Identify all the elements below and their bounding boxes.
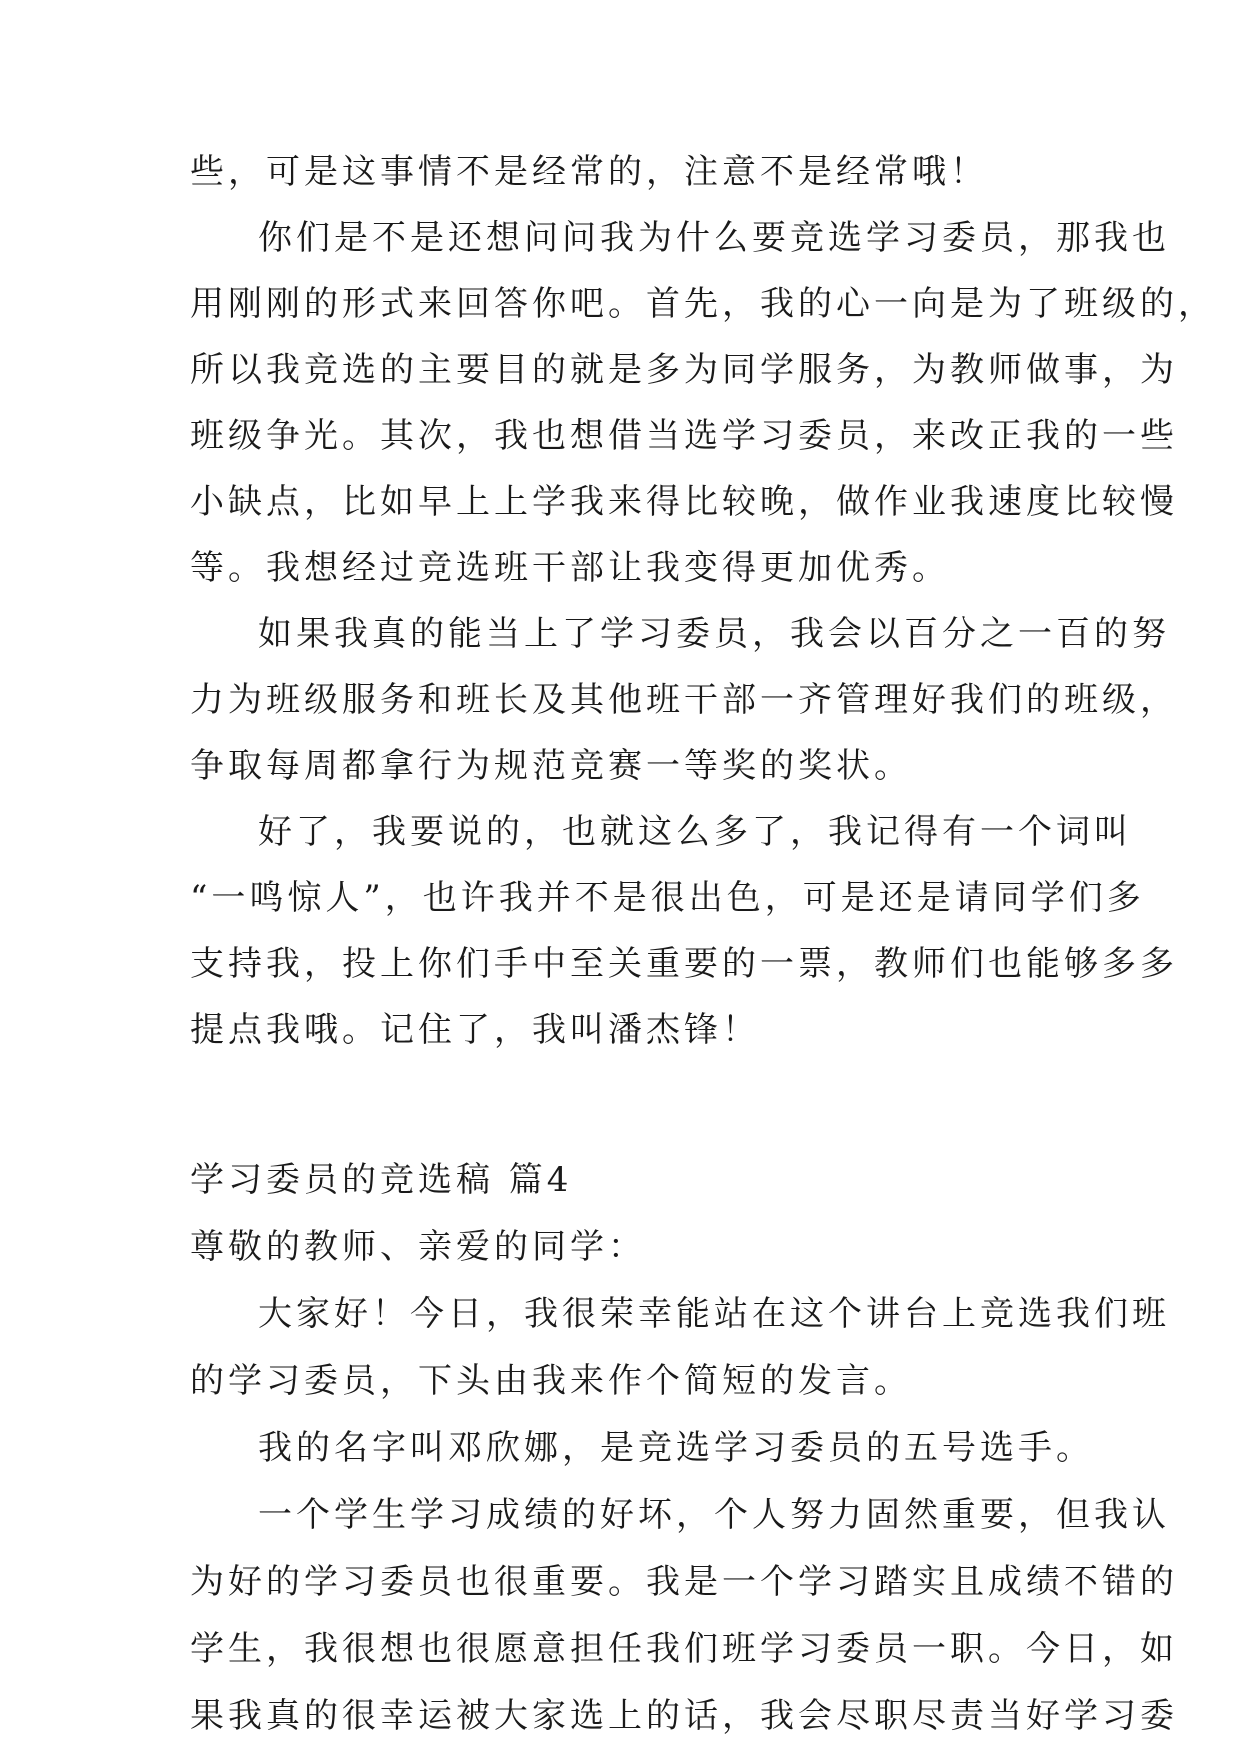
paragraph-line: 果我真的很幸运被大家选上的话，我会尽职尽责当好学习委	[190, 1696, 1178, 1736]
paragraph-line: 所以我竞选的主要目的就是多为同学服务，为教师做事，为	[190, 350, 1178, 390]
paragraph-line: 我的名字叫邓欣娜，是竞选学习委员的五号选手。	[258, 1428, 1094, 1468]
paragraph-line: 班级争光。其次，我也想借当选学习委员，来改正我的一些	[190, 416, 1178, 456]
paragraph-line: 争取每周都拿行为规范竞赛一等奖的奖状。	[190, 746, 912, 786]
paragraph-line: 等。我想经过竞选班干部让我变得更加优秀。	[190, 548, 950, 588]
paragraph-line: 用刚刚的形式来回答你吧。首先，我的心一向是为了班级的，	[190, 284, 1216, 324]
paragraph-line: 提点我哦。记住了，我叫潘杰锋！	[190, 1010, 760, 1050]
paragraph-line: 的学习委员，下头由我来作个简短的发言。	[190, 1361, 912, 1401]
document-page	[190, 150, 1216, 1738]
paragraph-line: 一个学生学习成绩的好坏，个人努力固然重要，但我认	[258, 1495, 1170, 1535]
paragraph-line: 支持我，投上你们手中至关重要的一票，教师们也能够多多	[190, 944, 1178, 984]
section-heading: 学习委员的竞选稿 篇4	[190, 1160, 573, 1200]
paragraph-line: 如果我真的能当上了学习委员，我会以百分之一百的努	[258, 614, 1170, 654]
paragraph-line: “一鸣惊人”，也许我并不是很出色，可是还是请同学们多	[190, 878, 1145, 918]
salutation: 尊敬的教师、亲爱的同学：	[190, 1227, 646, 1267]
paragraph-line: 为好的学习委员也很重要。我是一个学习踏实且成绩不错的	[190, 1562, 1178, 1602]
paragraph-line: 大家好！今日，我很荣幸能站在这个讲台上竞选我们班	[258, 1294, 1170, 1334]
paragraph-line: 学生，我很想也很愿意担任我们班学习委员一职。今日，如	[190, 1629, 1178, 1669]
paragraph-line: 小缺点，比如早上上学我来得比较晚，做作业我速度比较慢	[190, 482, 1178, 522]
paragraph-line: 好了，我要说的，也就这么多了，我记得有一个词叫	[258, 812, 1132, 852]
paragraph-line: 你们是不是还想问问我为什么要竞选学习委员，那我也	[258, 218, 1170, 258]
paragraph-line: 些，可是这事情不是经常的，注意不是经常哦！	[190, 152, 988, 192]
paragraph-line: 力为班级服务和班长及其他班干部一齐管理好我们的班级，	[190, 680, 1178, 720]
